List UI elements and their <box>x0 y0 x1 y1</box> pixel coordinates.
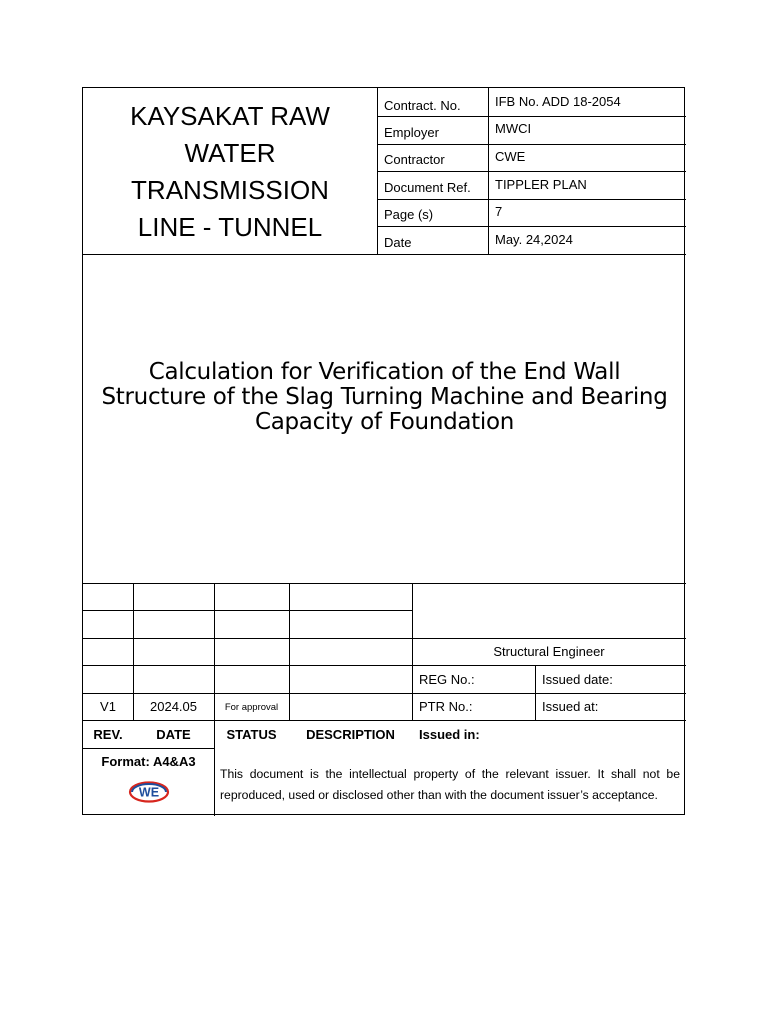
divider <box>83 693 686 694</box>
divider <box>83 583 686 584</box>
contract-no-label: Contract. No. <box>384 98 461 113</box>
divider <box>377 171 686 172</box>
pages-label: Page (s) <box>384 207 434 222</box>
issued-at-label: Issued at: <box>542 699 599 714</box>
divider <box>377 199 686 200</box>
divider <box>83 665 686 666</box>
divider <box>377 226 686 227</box>
divider <box>214 583 215 816</box>
document-title-line: Structure of the Slag Turning Machine and Bearing <box>101 384 668 410</box>
project-title-line: LINE - TUNNEL <box>137 212 323 242</box>
divider <box>377 116 686 117</box>
document-title-line: Capacity of Foundation <box>254 409 515 435</box>
date-label: Date <box>384 235 412 250</box>
project-title-line: TRANSMISSION <box>131 175 329 205</box>
date-value: 2024.05 <box>150 699 197 714</box>
cwe-logo-icon <box>128 781 170 803</box>
document-title <box>83 360 686 435</box>
issued-in-label: Issued in: <box>419 727 480 742</box>
structural-engineer-label: Structural Engineer <box>493 644 605 659</box>
contractor-value: CWE <box>495 149 526 164</box>
employer-label: Employer <box>384 125 439 140</box>
divider <box>535 665 536 720</box>
ownership-notice: This document is the intellectual property of the relevant issuer. It shall not be reproduced, used or disclosed other than with the document issuer’s acceptance. <box>220 767 680 802</box>
status-value: For approval <box>224 702 279 713</box>
rev-header: REV. <box>93 727 123 742</box>
format-label: Format: A4&A3 <box>101 754 196 769</box>
divider <box>83 748 214 749</box>
svg-text:WE: WE <box>138 785 160 800</box>
project-title-line: WATER <box>184 138 276 168</box>
divider <box>83 720 686 721</box>
divider <box>377 144 686 145</box>
rev-value: V1 <box>100 699 116 714</box>
document-ref-value: TIPPLER PLAN <box>495 177 587 192</box>
contract-no-value: IFB No. ADD 18-2054 <box>495 94 621 109</box>
document-ref-label: Document Ref. <box>384 180 471 195</box>
status-header: STATUS <box>226 727 277 742</box>
divider <box>83 254 686 255</box>
description-header: DESCRIPTION <box>306 727 395 742</box>
reg-no-label: REG No.: <box>419 672 475 687</box>
document-cover-frame <box>82 87 685 815</box>
issued-date-label: Issued date: <box>542 672 613 687</box>
divider <box>289 583 290 720</box>
company-logo <box>128 781 170 803</box>
divider <box>83 638 686 639</box>
date-header: DATE <box>156 727 191 742</box>
pages-value: 7 <box>495 204 503 219</box>
project-title <box>83 98 377 246</box>
ptr-no-label: PTR No.: <box>419 699 473 714</box>
contractor-label: Contractor <box>384 152 445 167</box>
document-title-line: Calculation for Verification of the End Wall <box>148 359 621 385</box>
employer-value: MWCI <box>495 121 532 136</box>
date-value: May. 24,2024 <box>495 232 573 247</box>
project-title-line: KAYSAKAT RAW <box>130 101 330 131</box>
